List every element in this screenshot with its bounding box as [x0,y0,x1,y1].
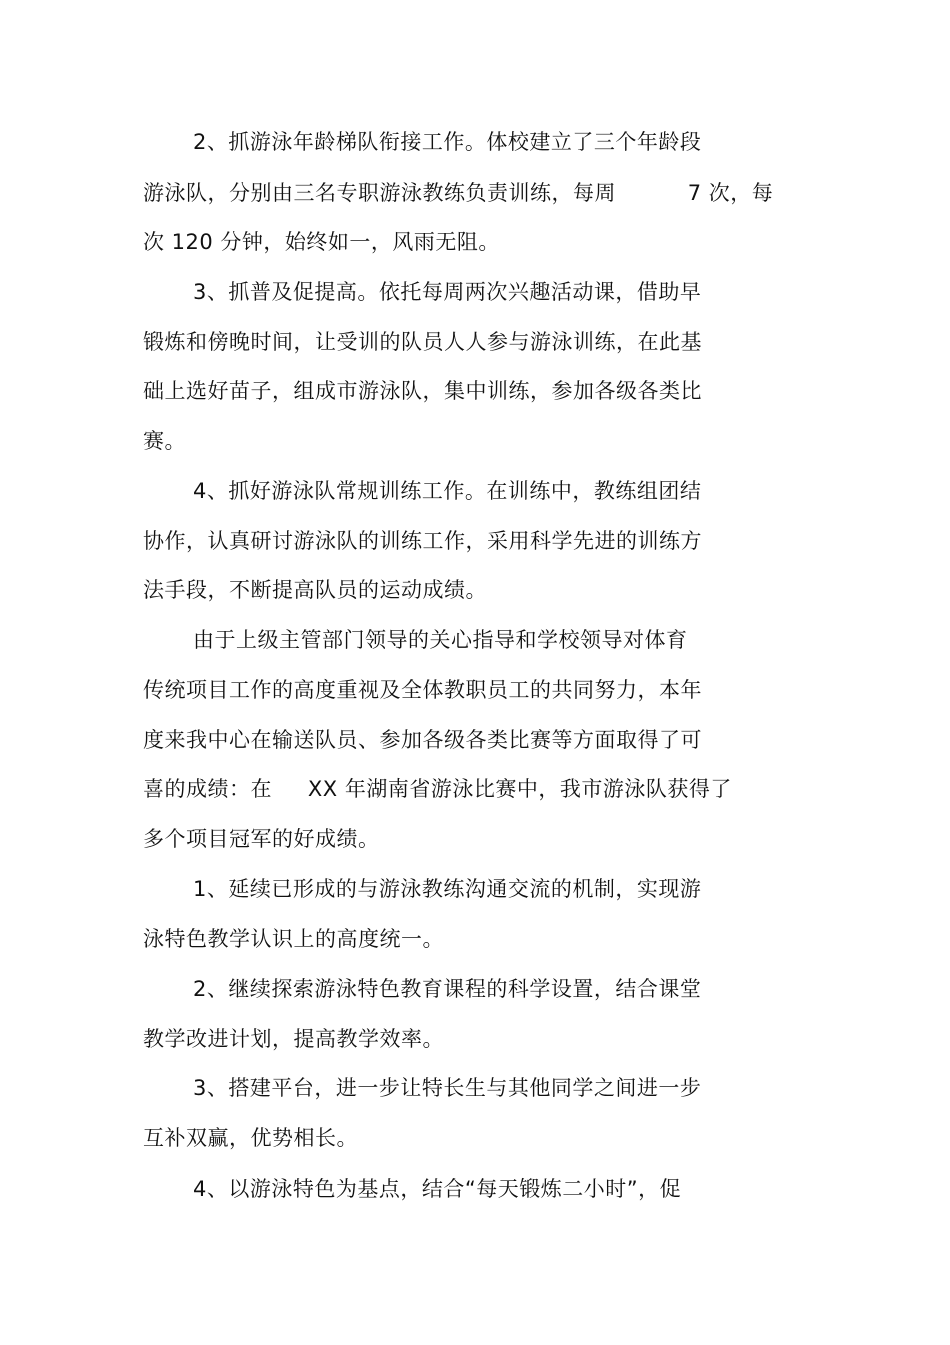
text-line: 泳特色教学认识上的高度统一。 [143,927,444,951]
text-line: 2、抓游泳年龄梯队衔接工作。体校建立了三个年龄段 [193,130,702,154]
text-line: 游泳队，分别由三名专职游泳教练负责训练，每周 7 次，每 [143,181,774,205]
text-line: 锻炼和傍晚时间，让受训的队员人人参与游泳训练，在此基 [143,330,702,354]
text-line: 法手段，不断提高队员的运动成绩。 [143,578,487,602]
text-line: 1、延续已形成的与游泳教练沟通交流的机制，实现游 [193,877,702,901]
text-line: 4、抓好游泳队常规训练工作。在训练中，教练组团结 [193,479,702,503]
text-line: 互补双赢，优势相长。 [143,1126,358,1150]
text-line: 度来我中心在输送队员、参加各级各类比赛等方面取得了可 [143,728,702,752]
text-line: 协作，认真研讨游泳队的训练工作，采用科学先进的训练方 [143,529,702,553]
text-line: 次 120 分钟，始终如一，风雨无阻。 [143,230,500,254]
text-line: 喜的成绩：在 XX 年湖南省游泳比赛中，我市游泳队获得了 [143,777,732,801]
text-line: 传统项目工作的高度重视及全体教职员工的共同努力，本年 [143,678,702,702]
text-line: 3、抓普及促提高。依托每周两次兴趣活动课，借助早 [193,280,702,304]
text-line: 2、继续探索游泳特色教育课程的科学设置，结合课堂 [193,977,702,1001]
text-line: 3、搭建平台，进一步让特长生与其他同学之间进一步 [193,1076,702,1100]
text-line: 由于上级主管部门领导的关心指导和学校领导对体育 [193,628,688,652]
text-line: 础上选好苗子，组成市游泳队，集中训练，参加各级各类比 [143,379,702,403]
text-line: 多个项目冠军的好成绩。 [143,827,380,851]
text-line: 赛。 [143,429,186,453]
text-line: 教学改进计划，提高教学效率。 [143,1027,444,1051]
text-line: 4、以游泳特色为基点，结合“每天锻炼二小时”，促 [193,1177,682,1201]
